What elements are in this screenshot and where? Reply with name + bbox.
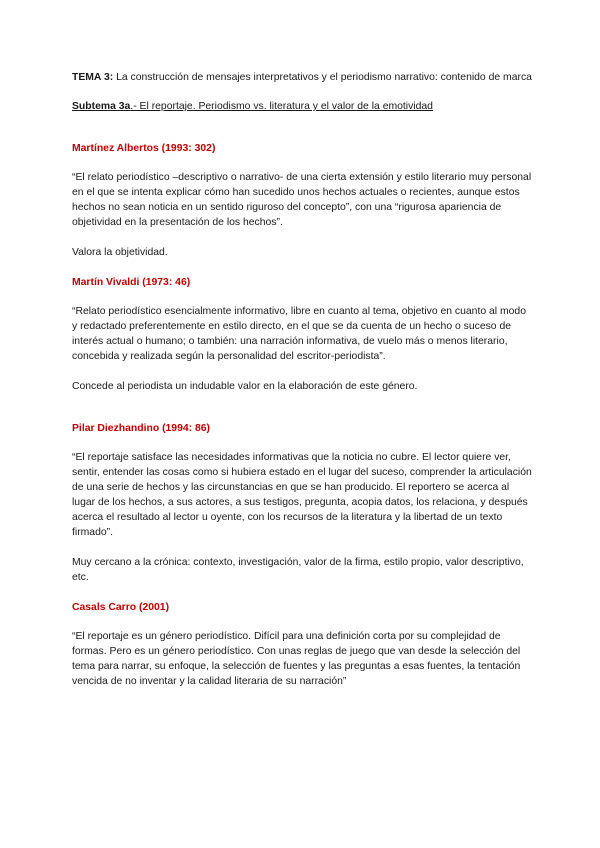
definition-quote: “Relato periodístico esencialmente informativo, libre en cuanto al tema, objetivo en cuanto al modo y redactado preferentemente en estilo directo, en el que se da cuenta de un hecho o suceso de interés actual o humano; o también: una narración informativa, de vuelo más o menos literario, concebida y realizada según la personalidad del escritor-periodista”. xyxy=(72,306,526,362)
author-comment: Concede al periodista un indudable valor en la elaboración de este género. xyxy=(72,381,418,392)
subtopic-label: Subtema 3a xyxy=(72,101,131,112)
author-heading: Casals Carro (2001) xyxy=(72,602,170,613)
topic-label: TEMA 3: xyxy=(72,72,114,83)
definition-quote: “El relato periodístico –descriptivo o narrativo- de una cierta extensión y estilo literario muy personal en el que se intenta explicar cómo han sucedido unos hechos actuales o recientes, aunque estos hechos no sean noticia en un sentido riguroso del concepto”, con una “rigurosa apariencia de objetividad en la presentación de los hechos”. xyxy=(72,172,532,228)
topic-heading xyxy=(72,70,532,85)
document-page xyxy=(72,70,532,704)
subtopic-text: .- El reportaje. Periodismo vs. literatura y el valor de la emotividad xyxy=(130,101,433,112)
subtopic-heading xyxy=(72,99,532,114)
author-comment: Muy cercano a la crónica: contexto, investigación, valor de la firma, estilo propio, valor descriptivo, etc. xyxy=(72,557,524,583)
author-heading: Pilar Diezhandino (1994: 86) xyxy=(72,423,211,434)
topic-text: La construcción de mensajes interpretativos y el periodismo narrativo: contenido de marca xyxy=(113,72,532,83)
definition-quote: “El reportaje es un género periodístico. Difícil para una definición corta por su complejidad de formas. Pero es un género periodístico. Con unas reglas de juego que van desde la selección del tema para narrar, su enfoque, la selección de fuentes y las preguntas a esas fuentes, la tentación vencida de no inventar y la calidad literaria de su narración” xyxy=(72,631,521,687)
subtopic-underlined xyxy=(72,101,433,112)
author-heading: Martínez Albertos (1993: 302) xyxy=(72,143,216,154)
author-heading: Martín Vivaldi (1973: 46) xyxy=(72,277,191,288)
definition-quote: “El reportaje satisface las necesidades informativas que la noticia no cubre. El lector quiere ver, sentir, entender las cosas como si hubiera estado en el lugar del suceso, comprender la articulación de una serie de hechos y las circunstancias en que se han producido. El reportero se acerca al lugar de los hechos, a sus actores, a sus testigos, pregunta, acopia datos, los relaciona, y después acerca el resultado al lector u oyente, con los recursos de la literatura y la libertad de un texto firmado”. xyxy=(72,452,532,538)
author-comment: Valora la objetividad. xyxy=(72,247,168,258)
